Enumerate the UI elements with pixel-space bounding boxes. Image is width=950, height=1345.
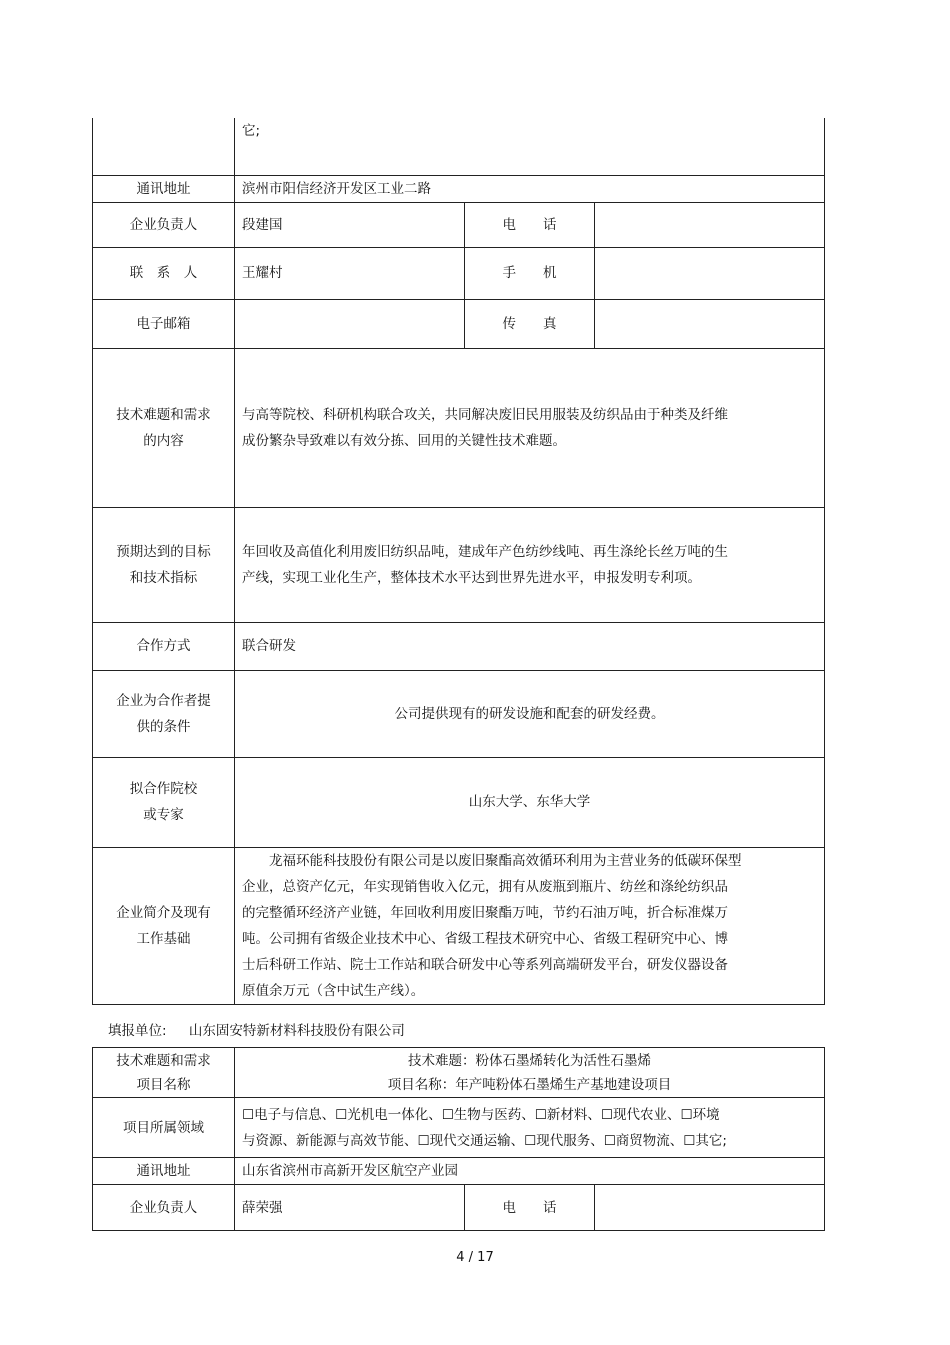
- table-row: [93, 1048, 825, 1098]
- table-row: [93, 1158, 825, 1185]
- field-line: ☐电子与信息、☐光机电一体化、☐生物与医药、☐新材料、☐现代农业、☐环境: [242, 1106, 720, 1123]
- table-row: [93, 1185, 825, 1231]
- cond-label-line: 供的条件: [136, 718, 191, 735]
- address-value: 滨州市阳信经济开发区工业二路: [235, 175, 825, 202]
- filler-value: 山东固安特新材料科技股份有限公司: [188, 1023, 405, 1039]
- table-row: [93, 847, 825, 1004]
- address-label: 通讯地址: [93, 175, 235, 202]
- phone-value: [595, 1185, 825, 1231]
- project-line: 项目名称：年产吨粉体石墨烯生产基地建设项目: [387, 1076, 672, 1093]
- project-label-line: 项目名称: [136, 1076, 191, 1093]
- record-table-1: [92, 118, 825, 1005]
- phone-label: 电 话: [465, 1185, 595, 1231]
- tech-label-line: 的内容: [143, 432, 184, 449]
- table-row: [93, 622, 825, 670]
- intro-label-line: 工作基础: [136, 930, 191, 947]
- intro-content: [235, 847, 825, 1004]
- partner-label-line: 或专家: [143, 807, 184, 823]
- contact-label: 联 系 人: [93, 247, 235, 299]
- table-row: [93, 118, 825, 175]
- address-label: 通讯地址: [93, 1158, 235, 1185]
- phone-label: 电 话: [465, 202, 595, 247]
- partner-label-line: 拟合作院校: [129, 781, 198, 797]
- project-label-line: 技术难题和需求: [116, 1052, 211, 1069]
- mobile-value: [595, 247, 825, 299]
- tech-label-line: 技术难题和需求: [116, 406, 211, 423]
- goal-label-line: 和技术指标: [129, 569, 198, 586]
- fax-label: 传 真: [465, 299, 595, 348]
- email-label: 电子邮箱: [93, 299, 235, 348]
- mobile-label: 手 机: [465, 247, 595, 299]
- table-row: [93, 202, 825, 247]
- project-line: 技术难题：粉体石墨烯转化为活性石墨烯: [408, 1052, 651, 1069]
- project-content: [235, 1048, 825, 1098]
- project-label: [93, 1048, 235, 1098]
- filler-unit: [108, 1021, 405, 1041]
- table-row: [93, 1098, 825, 1158]
- email-value: [235, 299, 465, 348]
- tech-label: [93, 348, 235, 507]
- fax-value: [595, 299, 825, 348]
- coop-value: 联合研发: [235, 622, 825, 670]
- intro-line: 龙福环能科技股份有限公司是以废旧聚酯高效循环利用为主营业务的低碳环保型: [269, 852, 742, 869]
- field-label: 项目所属领域: [93, 1098, 235, 1158]
- table-row: [93, 507, 825, 622]
- table-row: [93, 175, 825, 202]
- blank-label-cell: [93, 118, 235, 175]
- continuation-text: 它;: [235, 118, 825, 175]
- tech-line: 与高等院校、科研机构联合攻关，共同解决废旧民用服装及纺织品由于种类及纤维: [242, 406, 728, 423]
- field-line: 与资源、新能源与高效节能、☐现代交通运输、☐现代服务、☐商贸物流、☐其它;: [242, 1132, 727, 1149]
- goal-line: 产线，实现工业化生产，整体技术水平达到世界先进水平，申报发明专利项。: [242, 569, 701, 586]
- cond-value: 公司提供现有的研发设施和配套的研发经费。: [235, 670, 825, 757]
- intro-line: 士后科研工作站、院士工作站和联合研发中心等系列高端研发平台，研发仪器设备: [242, 956, 728, 973]
- contact-value: 王耀村: [235, 247, 465, 299]
- leader-value: 薛荣强: [235, 1185, 465, 1231]
- table-row: [93, 247, 825, 299]
- intro-line: 的完整循环经济产业链，年回收利用废旧聚酯万吨，节约石油万吨，折合标准煤万: [242, 904, 728, 921]
- leader-label: 企业负责人: [93, 1185, 235, 1231]
- table-row: [93, 299, 825, 348]
- coop-label: 合作方式: [93, 622, 235, 670]
- tech-line: 成份繁杂导致难以有效分拣、回用的关键性技术难题。: [242, 432, 566, 449]
- cond-label-line: 企业为合作者提: [116, 692, 211, 709]
- page-number: 4 / 17: [456, 1250, 494, 1265]
- goal-label-line: 预期达到的目标: [116, 543, 211, 560]
- intro-label: [93, 847, 235, 1004]
- intro-line: 企业，总资产亿元，年实现销售收入亿元，拥有从废瓶到瓶片、纺丝和涤纶纺织品: [242, 878, 728, 895]
- table-row: [93, 757, 825, 847]
- leader-value: 段建国: [235, 202, 465, 247]
- intro-line: 吨。公司拥有省级企业技术中心、省级工程技术研究中心、省级工程研究中心、博: [242, 930, 728, 947]
- intro-line: 原值余万元（含中试生产线）。: [242, 982, 425, 999]
- intro-label-line: 企业简介及现有: [116, 904, 211, 921]
- goal-content: [235, 507, 825, 622]
- field-content: [235, 1098, 825, 1158]
- partner-label: [93, 757, 235, 847]
- filler-label: 填报单位:: [108, 1023, 167, 1039]
- phone-value: [595, 202, 825, 247]
- leader-label: 企业负责人: [93, 202, 235, 247]
- partner-value: 山东大学、东华大学: [235, 757, 825, 847]
- record-table-2: [92, 1047, 825, 1231]
- tech-content: [235, 348, 825, 507]
- table-row: [93, 348, 825, 507]
- cond-label: [93, 670, 235, 757]
- goal-line: 年回收及高值化利用废旧纺织品吨，建成年产色纺纱线吨、再生涤纶长丝万吨的生: [242, 543, 728, 560]
- table-row: [93, 670, 825, 757]
- address-value: 山东省滨州市高新开发区航空产业园: [235, 1158, 825, 1185]
- goal-label: [93, 507, 235, 622]
